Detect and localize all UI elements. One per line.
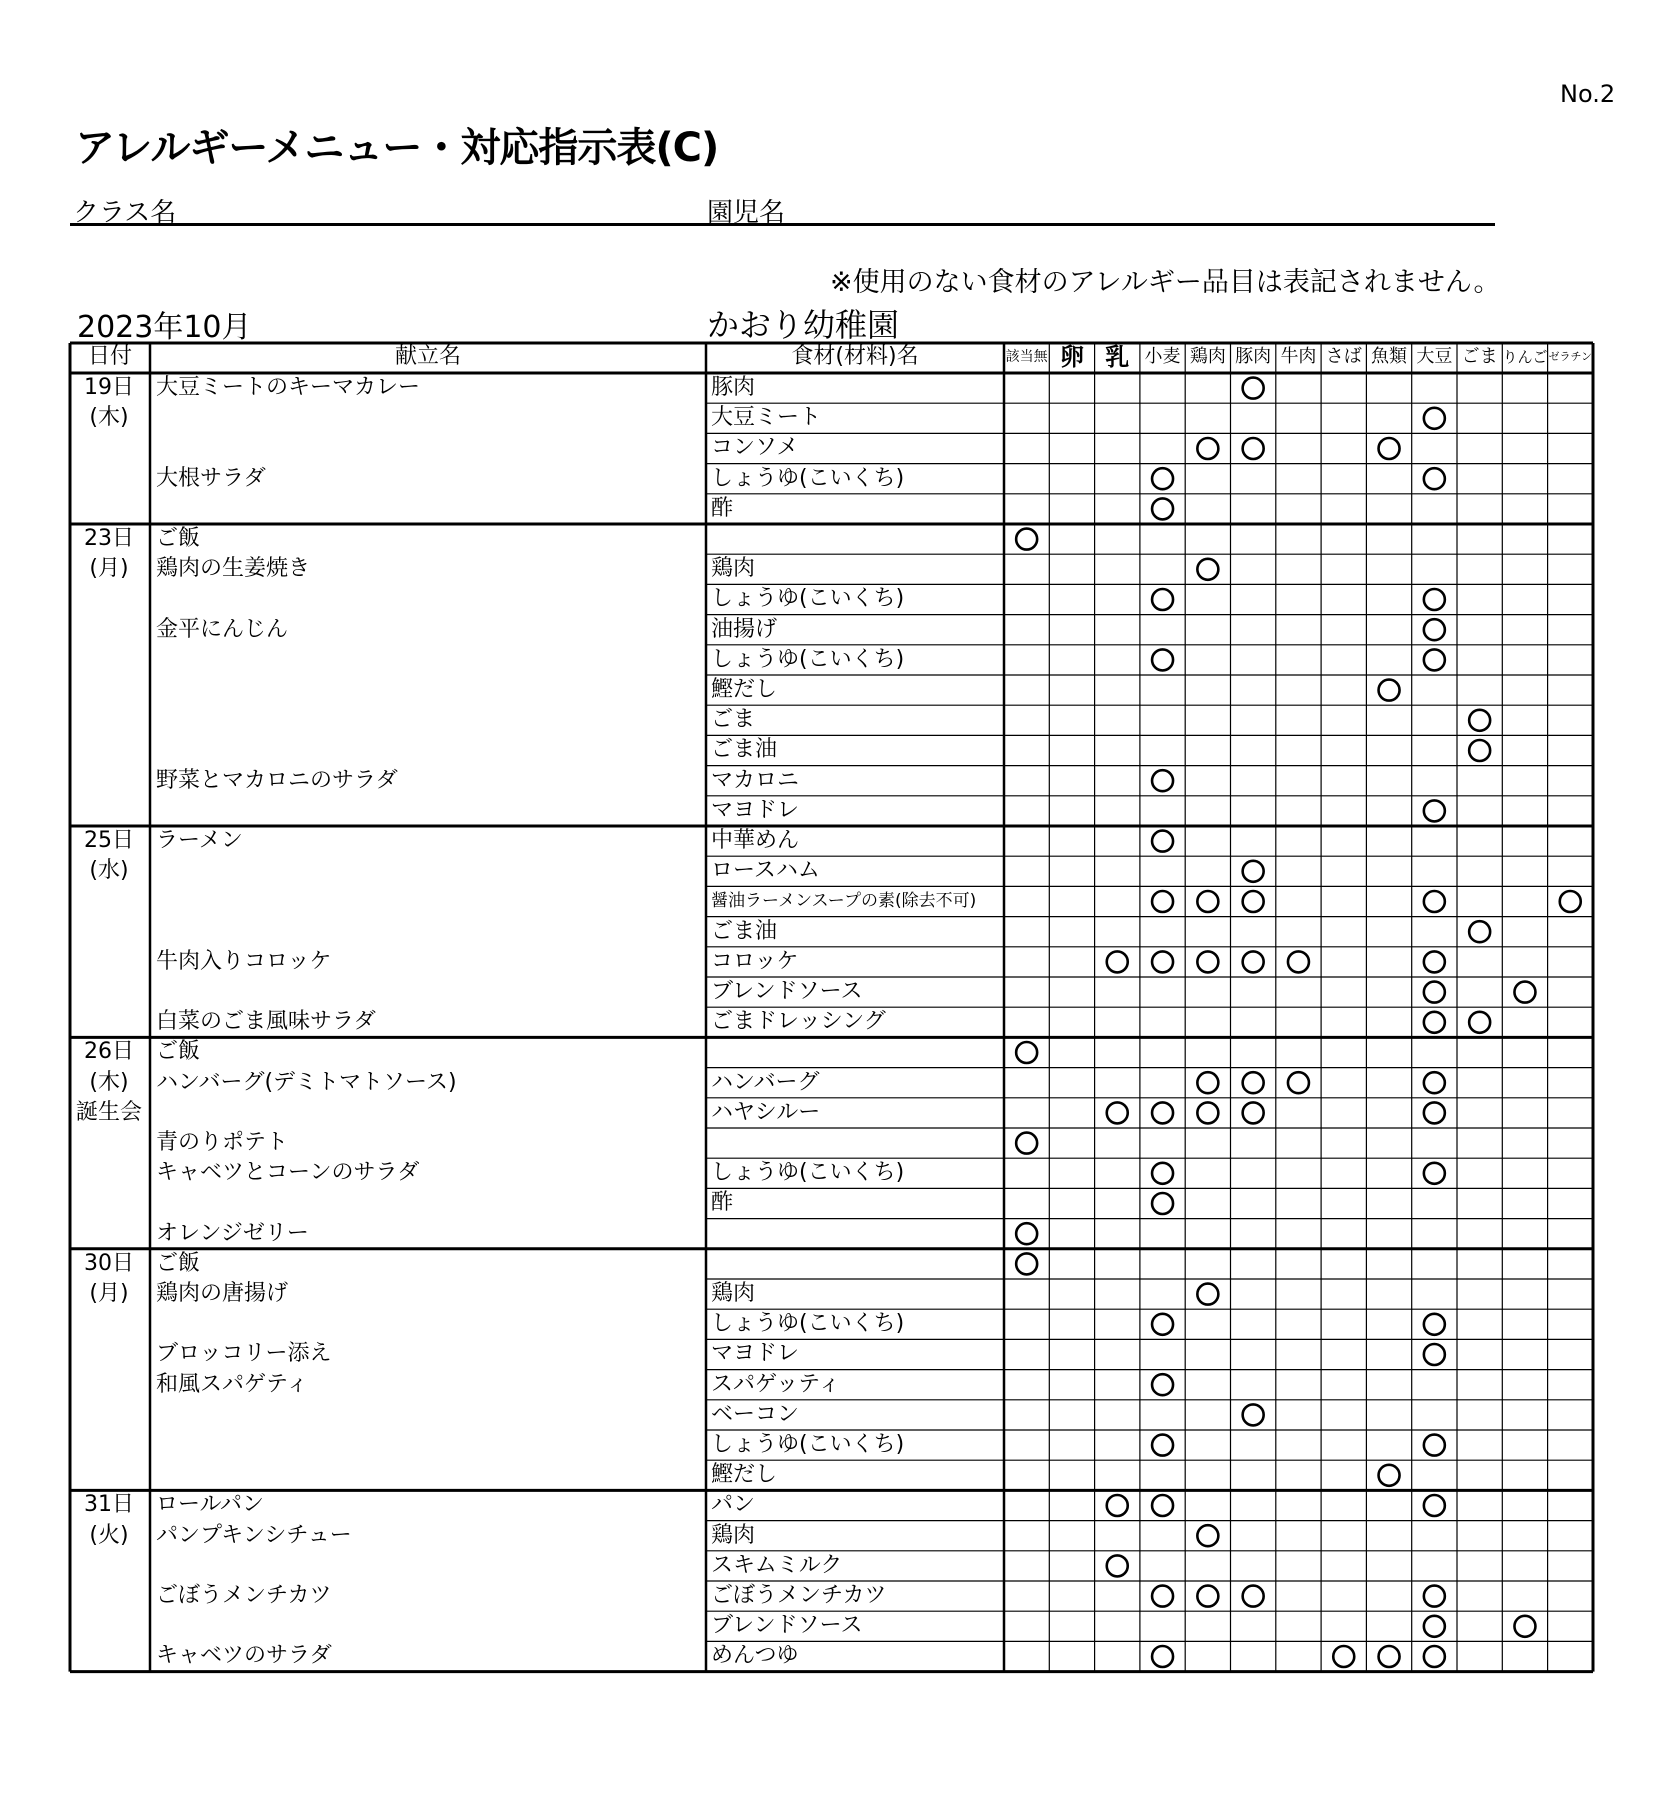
- page-number: No.2: [1560, 80, 1616, 108]
- allergen-mark-牛肉: [1288, 951, 1309, 972]
- menu-name: 鶏肉の唐揚げ: [156, 1281, 289, 1306]
- allergen-mark-りんご: [1514, 982, 1535, 1003]
- ingredient-name: ごぼうメンチカツ: [711, 1583, 887, 1608]
- allergen-mark-魚類: [1379, 1465, 1400, 1486]
- menu-name: ご飯: [156, 526, 201, 551]
- ingredient-name: 鰹だし: [711, 1462, 778, 1488]
- header-allergen-10: ごま: [1461, 346, 1498, 367]
- allergen-mark-大豆: [1424, 1435, 1445, 1456]
- ingredient-name: ごま油: [711, 918, 778, 944]
- ingredient-name: 豚肉: [711, 375, 756, 400]
- ingredient-name: 酢: [711, 1190, 734, 1216]
- class-name-label: クラス名: [73, 198, 177, 228]
- allergen-mark-鶏肉: [1197, 1072, 1218, 1093]
- ingredient-name: しょうゆ(こいくち): [711, 465, 905, 491]
- ingredient-name: コロッケ: [711, 948, 799, 974]
- ingredient-name: マカロニ: [711, 767, 800, 793]
- allergen-mark-小麦: [1152, 1495, 1173, 1516]
- allergen-mark-豚肉: [1243, 438, 1264, 459]
- allergen-mark-大豆: [1424, 1012, 1445, 1033]
- allergen-mark-該当無: [1016, 1223, 1037, 1244]
- allergen-mark-鶏肉: [1197, 1284, 1218, 1305]
- allergen-mark-鶏肉: [1197, 951, 1218, 972]
- ingredient-name: スパゲッティ: [711, 1371, 841, 1397]
- menu-name: 和風スパゲティ: [156, 1371, 309, 1397]
- menu-name: 青のりポテト: [156, 1130, 289, 1155]
- allergen-mark-大豆: [1424, 1495, 1445, 1516]
- allergen-mark-乳: [1107, 1495, 1128, 1516]
- allergen-mark-小麦: [1152, 1193, 1173, 1214]
- header-allergen-4: 鶏肉: [1189, 346, 1226, 367]
- allergen-mark-豚肉: [1243, 378, 1264, 399]
- allergen-mark-小麦: [1152, 1163, 1173, 1184]
- allergen-mark-ごま: [1469, 921, 1490, 942]
- ingredient-name: ごま: [711, 707, 756, 733]
- day-date-1-1: (月): [89, 556, 129, 582]
- allergen-mark-豚肉: [1243, 861, 1264, 882]
- ingredient-name: ブレンドソース: [711, 1613, 863, 1639]
- allergen-mark-乳: [1107, 1102, 1128, 1123]
- menu-name: ご飯: [156, 1039, 201, 1065]
- ingredient-name: ハヤシルー: [711, 1099, 821, 1125]
- allergen-mark-大豆: [1424, 1163, 1445, 1184]
- ingredient-name: しょうゆ(こいくち): [711, 1311, 905, 1337]
- header-allergen-9: 大豆: [1416, 346, 1453, 367]
- menu-name: 野菜とマカロニのサラダ: [156, 767, 398, 793]
- ingredient-name: 鶏肉: [711, 556, 756, 582]
- ingredient-name: 醤油ラーメンスープの素(除去不可): [711, 891, 977, 912]
- allergen-mark-小麦: [1152, 951, 1173, 972]
- allergen-mark-豚肉: [1243, 951, 1264, 972]
- allergen-mark-該当無: [1016, 1133, 1037, 1154]
- ingredient-name: ブレンドソース: [711, 979, 863, 1004]
- ingredient-name: パン: [711, 1492, 756, 1518]
- allergen-mark-ごま: [1469, 710, 1490, 731]
- allergen-mark-乳: [1107, 951, 1128, 972]
- allergen-mark-大豆: [1424, 1072, 1445, 1093]
- allergen-mark-大豆: [1424, 891, 1445, 912]
- header-allergen-8: 魚類: [1371, 346, 1408, 367]
- ingredient-name: ベーコン: [711, 1401, 800, 1427]
- allergen-mark-小麦: [1152, 831, 1173, 852]
- menu-name: ご飯: [156, 1250, 201, 1276]
- allergen-mark-鶏肉: [1197, 891, 1218, 912]
- ingredient-name: 鶏肉: [711, 1281, 756, 1306]
- menu-name: 鶏肉の生姜焼き: [156, 556, 311, 582]
- ingredient-name: ハンバーグ: [711, 1069, 820, 1095]
- header-ingredient: 食材(材料)名: [791, 344, 919, 369]
- allergen-mark-牛肉: [1288, 1072, 1309, 1093]
- menu-name: ラーメン: [156, 828, 243, 853]
- menu-name: ごぼうメンチカツ: [156, 1583, 332, 1608]
- menu-name: ブロッコリー添え: [156, 1341, 332, 1367]
- ingredient-name: ごま油: [711, 737, 778, 763]
- header-allergen-12: ゼラチン: [1548, 350, 1592, 363]
- allergen-mark-乳: [1107, 1555, 1128, 1576]
- allergen-mark-小麦: [1152, 770, 1173, 791]
- day-date-0-0: 19日: [84, 375, 134, 400]
- allergen-mark-該当無: [1016, 529, 1037, 550]
- menu-name: オレンジゼリー: [156, 1220, 309, 1246]
- allergen-mark-りんご: [1514, 1616, 1535, 1637]
- allergen-mark-大豆: [1424, 1314, 1445, 1335]
- allergen-mark-大豆: [1424, 468, 1445, 489]
- day-date-5-1: (火): [89, 1522, 129, 1548]
- allergen-mark-大豆: [1424, 619, 1445, 640]
- allergen-mark-豚肉: [1243, 1586, 1264, 1607]
- menu-month: 2023年10月: [77, 310, 252, 345]
- allergen-mark-該当無: [1016, 1042, 1037, 1063]
- ingredient-name: しょうゆ(こいくち): [711, 646, 905, 672]
- allergen-mark-大豆: [1424, 1586, 1445, 1607]
- day-date-1-0: 23日: [84, 526, 134, 551]
- menu-name: 大豆ミートのキーマカレー: [156, 375, 421, 400]
- header-allergen-6: 牛肉: [1280, 346, 1317, 367]
- menu-name: 金平にんじん: [156, 616, 289, 642]
- document-title: アレルギーメニュー・対応指示表(C): [75, 125, 719, 171]
- allergen-mark-大豆: [1424, 1646, 1445, 1667]
- day-date-4-0: 30日: [84, 1250, 134, 1276]
- allergen-mark-小麦: [1152, 1646, 1173, 1667]
- allergen-mark-ゼラチン: [1560, 891, 1581, 912]
- ingredient-name: 中華めん: [711, 828, 800, 853]
- menu-name: 白菜のごま風味サラダ: [156, 1009, 376, 1035]
- menu-name: ロールパン: [156, 1492, 265, 1518]
- allergen-mark-大豆: [1424, 1344, 1445, 1365]
- allergen-mark-小麦: [1152, 1435, 1173, 1456]
- allergen-mark-該当無: [1016, 1253, 1037, 1274]
- ingredient-name: 鰹だし: [711, 677, 778, 702]
- allergen-mark-さば: [1333, 1646, 1354, 1667]
- allergen-mark-魚類: [1379, 1646, 1400, 1667]
- ingredient-name: マヨドレ: [711, 797, 800, 823]
- header-allergen-0: 該当無: [1005, 349, 1048, 365]
- day-date-5-0: 31日: [84, 1492, 134, 1518]
- ingredient-name: しょうゆ(こいくち): [711, 586, 905, 612]
- menu-name: キャベツのサラダ: [156, 1643, 332, 1669]
- header-allergen-7: さば: [1325, 346, 1362, 367]
- child-name-label: 園児名: [707, 198, 786, 228]
- allergen-mark-大豆: [1424, 1102, 1445, 1123]
- day-date-2-0: 25日: [84, 828, 134, 853]
- allergen-mark-大豆: [1424, 408, 1445, 429]
- allergen-mark-豚肉: [1243, 1102, 1264, 1123]
- allergen-mark-鶏肉: [1197, 438, 1218, 459]
- allergen-mark-大豆: [1424, 589, 1445, 610]
- day-date-4-1: (月): [89, 1281, 129, 1306]
- day-date-3-2: 誕生会: [75, 1099, 142, 1125]
- allergen-mark-小麦: [1152, 891, 1173, 912]
- allergen-note: ※使用のない食材のアレルギー品目は表記されません。: [830, 267, 1501, 298]
- day-date-3-0: 26日: [84, 1039, 134, 1065]
- ingredient-name: ごまドレッシング: [711, 1009, 886, 1035]
- header-date: 日付: [87, 344, 132, 369]
- menu-name: 牛肉入りコロッケ: [156, 948, 332, 974]
- menu-name: 大根サラダ: [156, 465, 266, 491]
- header-menu: 献立名: [394, 344, 461, 369]
- allergen-mark-鶏肉: [1197, 1525, 1218, 1546]
- allergen-mark-大豆: [1424, 649, 1445, 670]
- menu-name: パンプキンシチュー: [156, 1522, 352, 1548]
- ingredient-name: 鶏肉: [711, 1522, 756, 1548]
- ingredient-name: 酢: [711, 495, 734, 521]
- ingredient-name: しょうゆ(こいくち): [711, 1432, 905, 1457]
- ingredient-name: マヨドレ: [711, 1341, 800, 1367]
- header-allergen-11: りんご: [1502, 348, 1548, 366]
- allergen-mark-魚類: [1379, 680, 1400, 701]
- allergen-mark-小麦: [1152, 1314, 1173, 1335]
- ingredient-name: 大豆ミート: [711, 405, 822, 431]
- allergen-mark-大豆: [1424, 951, 1445, 972]
- allergen-mark-豚肉: [1243, 1404, 1264, 1425]
- header-allergen-5: 豚肉: [1235, 346, 1272, 367]
- ingredient-name: スキムミルク: [711, 1552, 843, 1578]
- allergen-mark-鶏肉: [1197, 559, 1218, 580]
- day-date-2-1: (水): [89, 858, 129, 884]
- allergen-mark-豚肉: [1243, 1072, 1264, 1093]
- allergen-mark-ごま: [1469, 740, 1490, 761]
- menu-name: ハンバーグ(デミトマトソース): [156, 1069, 457, 1095]
- allergen-mark-鶏肉: [1197, 1586, 1218, 1607]
- allergen-mark-小麦: [1152, 1102, 1173, 1123]
- menu-name: キャベツとコーンのサラダ: [156, 1160, 420, 1186]
- allergen-mark-小麦: [1152, 1374, 1173, 1395]
- ingredient-name: めんつゆ: [711, 1643, 799, 1669]
- ingredient-name: 油揚げ: [711, 616, 778, 642]
- allergen-mark-大豆: [1424, 800, 1445, 821]
- day-date-3-1: (木): [89, 1069, 129, 1095]
- allergen-mark-小麦: [1152, 649, 1173, 670]
- allergen-mark-大豆: [1424, 1616, 1445, 1637]
- allergen-mark-ごま: [1469, 1012, 1490, 1033]
- allergen-mark-小麦: [1152, 589, 1173, 610]
- allergen-mark-鶏肉: [1197, 1102, 1218, 1123]
- allergen-mark-小麦: [1152, 468, 1173, 489]
- allergen-mark-小麦: [1152, 498, 1173, 519]
- allergen-mark-魚類: [1379, 438, 1400, 459]
- allergen-mark-大豆: [1424, 982, 1445, 1003]
- school-name: かおり幼稚園: [707, 306, 900, 344]
- ingredient-name: ロースハム: [711, 858, 820, 884]
- header-allergen-3: 小麦: [1144, 346, 1181, 367]
- allergen-mark-豚肉: [1243, 891, 1264, 912]
- allergen-mark-小麦: [1152, 1586, 1173, 1607]
- day-date-0-1: (木): [89, 405, 129, 431]
- ingredient-name: コンソメ: [711, 435, 799, 461]
- ingredient-name: しょうゆ(こいくち): [711, 1160, 905, 1186]
- header-allergen-2: 乳: [1105, 343, 1130, 371]
- header-allergen-1: 卵: [1059, 343, 1084, 371]
